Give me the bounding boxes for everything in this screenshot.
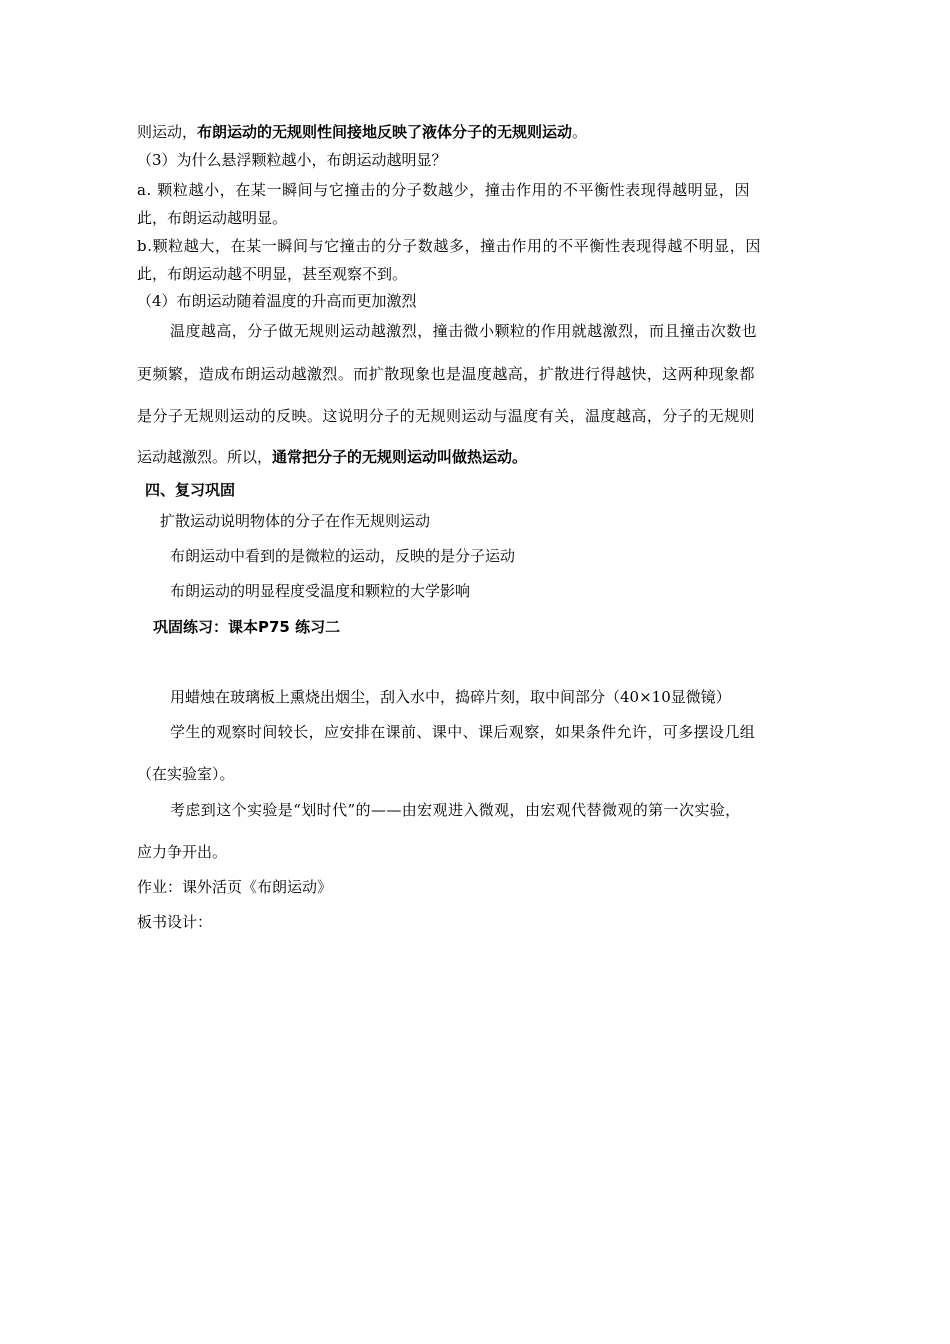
- bold-text-run: 布朗运动的无规则性间接地反映了液体分子的无规则运动: [197, 123, 573, 141]
- paragraph-line: 温度越高，分子做无规则运动越激烈，撞击微小颗粒的作用就越激烈，而且撞击次数也: [170, 322, 758, 340]
- paragraph-line: 应力争开出。: [137, 843, 228, 861]
- paragraph-line: 学生的观察时间较长，应安排在课前、课中、课后观察，如果条件允许，可多摆设几组: [170, 723, 756, 741]
- exercise-heading: 巩固练习：课本P75 练习二: [153, 618, 341, 636]
- paragraph-line: 更频繁，造成布朗运动越激烈。而扩散现象也是温度越高，扩散进行得越快，这两种现象都: [137, 365, 756, 383]
- summary-line: 布朗运动的明显程度受温度和颗粒的大学影响: [170, 582, 471, 600]
- paragraph-line: 用蜡烛在玻璃板上熏烧出烟尘，刮入水中，捣碎片刻，取中间部分（40×10显微镜）: [170, 688, 731, 706]
- section-heading-4: （4）布朗运动随着温度的升高而更加激烈: [137, 292, 417, 310]
- bold-text-run: 通常把分子的无规则运动叫做热运动。: [272, 448, 528, 466]
- paragraph-line: [137, 447, 950, 467]
- paragraph-line: 是分子无规则运动的反映。这说明分子的无规则运动与温度有关，温度越高，分子的无规则: [137, 407, 756, 425]
- paragraph-line: 此，布朗运动越不明显，甚至观察不到。: [137, 265, 408, 283]
- text-run: 则运动，: [137, 123, 198, 141]
- text-run: 运动越激烈。所以，: [137, 448, 273, 466]
- paragraph-line: 考虑到这个实验是“划时代”的——由宏观进入微观，由宏观代替微观的第一次实验，: [170, 801, 741, 819]
- text-run: 。: [572, 123, 588, 141]
- section-heading-3: （3）为什么悬浮颗粒越小，布朗运动越明显？: [137, 151, 447, 169]
- summary-line: 布朗运动中看到的是微粒的运动，反映的是分子运动: [170, 547, 516, 565]
- paragraph-line: b.颗粒越大，在某一瞬间与它撞击的分子数越多，撞击作用的不平衡性表现得越不明显，因: [137, 237, 761, 255]
- paragraph-line: 此，布朗运动越明显。: [137, 209, 288, 227]
- board-design-line: 板书设计：: [137, 913, 213, 931]
- section-heading: 四、复习巩固: [145, 481, 236, 499]
- paragraph-line: a. 颗粒越小，在某一瞬间与它撞击的分子数越少，撞击作用的不平衡性表现得越明显，因: [137, 181, 751, 199]
- summary-line: 扩散运动说明物体的分子在作无规则运动: [160, 512, 431, 530]
- paragraph-line: [137, 122, 950, 142]
- homework-line: 作业：课外活页《布朗运动》: [137, 878, 333, 896]
- paragraph-line: （在实验室）。: [137, 765, 235, 783]
